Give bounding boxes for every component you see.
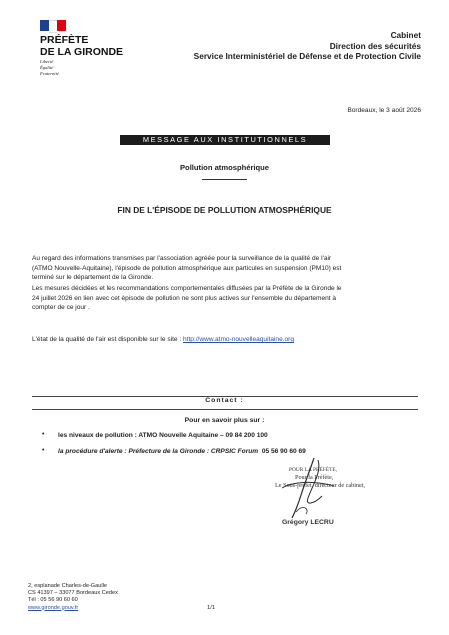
paragraph-measures bbox=[32, 284, 420, 313]
stamp-line: POUR LA PRÉFÈTE, bbox=[289, 467, 338, 473]
prefecture-line: DE LA GIRONDE bbox=[40, 46, 124, 58]
bullet-pollution-levels: les niveaux de pollution : ATMO Nouvelle Aquitaine – 09 84 200 100 bbox=[58, 432, 268, 439]
message-banner: MESSAGE AUX INSTITUTIONNELS bbox=[120, 135, 330, 145]
signature-stroke bbox=[296, 508, 307, 514]
motto-line: Liberté bbox=[40, 59, 54, 64]
handwritten-signature-icon bbox=[252, 452, 372, 524]
page-number: 1/1 bbox=[207, 605, 216, 611]
atmo-website-link[interactable]: http://www.atmo-nouvelleaquitaine.org bbox=[183, 336, 294, 343]
signature-stroke bbox=[292, 458, 314, 518]
paragraph-line: 24 juillet 2026 en lien avec cet épisode de pollution ne sont plus actives sur l'ensemble du département à bbox=[32, 294, 337, 302]
service-line: Direction des sécurités bbox=[329, 40, 421, 51]
flag-red-band bbox=[57, 20, 66, 31]
paragraph-line: Les mesures décidées et les recommandations comportementales diffusées par la Préfète de la Gironde le bbox=[32, 285, 342, 292]
footer-address bbox=[28, 583, 118, 612]
republic-motto bbox=[40, 59, 59, 77]
stamp-line: Pour la Préfète, bbox=[295, 474, 334, 481]
paragraph-end-of-episode bbox=[32, 254, 420, 283]
stamp-line: Le Sous-préfet, directeur de cabinet, bbox=[275, 482, 366, 489]
prefecture-name bbox=[40, 34, 123, 58]
air-quality-line bbox=[32, 335, 420, 345]
flag-white-band bbox=[49, 20, 58, 33]
paragraph-line: Au regard des informations transmises par l'association agréée pour la surveillance de la qualité de l'air bbox=[32, 255, 332, 262]
subject-underline bbox=[202, 179, 247, 180]
address-line: CS 41397 – 33077 Bordeaux Cedex bbox=[28, 590, 118, 597]
crpsic-phone: 05 56 90 60 69 bbox=[261, 448, 306, 455]
document-date: Bordeaux, le 3 août 2026 bbox=[347, 107, 421, 114]
paragraph-line: terminé sur le département de la Gironde. bbox=[32, 274, 154, 281]
address-line: 2, esplanade Charles-de-Gaulle bbox=[28, 583, 107, 589]
prefecture-website-link[interactable]: www.gironde.gouv.fr bbox=[28, 604, 79, 611]
issuing-service bbox=[194, 30, 421, 62]
bullet-icon: • bbox=[42, 431, 45, 438]
signatory-name: Grégory LECRU bbox=[282, 519, 334, 526]
service-line: Service Interministériel de Défense et de Protection Civile bbox=[193, 51, 421, 62]
service-line: Cabinet bbox=[390, 30, 421, 40]
subject-heading: Pollution atmosphérique bbox=[179, 163, 270, 172]
contact-bottom-rule bbox=[32, 409, 418, 410]
contact-heading: Contact : bbox=[205, 397, 244, 404]
address-line: Tél : 05 56 90 60 60 bbox=[28, 597, 78, 604]
alert-procedure-label: la procédure d'alerte : Préfecture de la Gironde : CRPSIC Forum bbox=[58, 448, 259, 455]
paragraph-line: (ATMO Nouvelle-Aquitaine), l'épisode de pollution atmosphérique aux particules en suspension (PM10) est bbox=[32, 264, 342, 272]
more-info-heading: Pour en savoir plus sur : bbox=[184, 417, 265, 424]
motto-line: Fraternité bbox=[40, 71, 59, 76]
paragraph-line: compter de ce jour . bbox=[32, 304, 90, 311]
signature-stroke bbox=[282, 482, 334, 488]
motto-line: Égalité bbox=[40, 65, 54, 70]
bullet-icon: • bbox=[42, 447, 45, 454]
signature-stroke bbox=[307, 460, 322, 503]
document-title: FIN DE L'ÉPISODE DE POLLUTION ATMOSPHÉRIQUE bbox=[117, 205, 332, 215]
flag-blue-band bbox=[40, 20, 49, 31]
prefecture-line: PRÉFÈTE bbox=[40, 34, 89, 46]
marianne-flag-icon bbox=[40, 20, 66, 31]
air-quality-text: L'état de la qualité de l'air est disponible sur le site : bbox=[32, 336, 183, 343]
